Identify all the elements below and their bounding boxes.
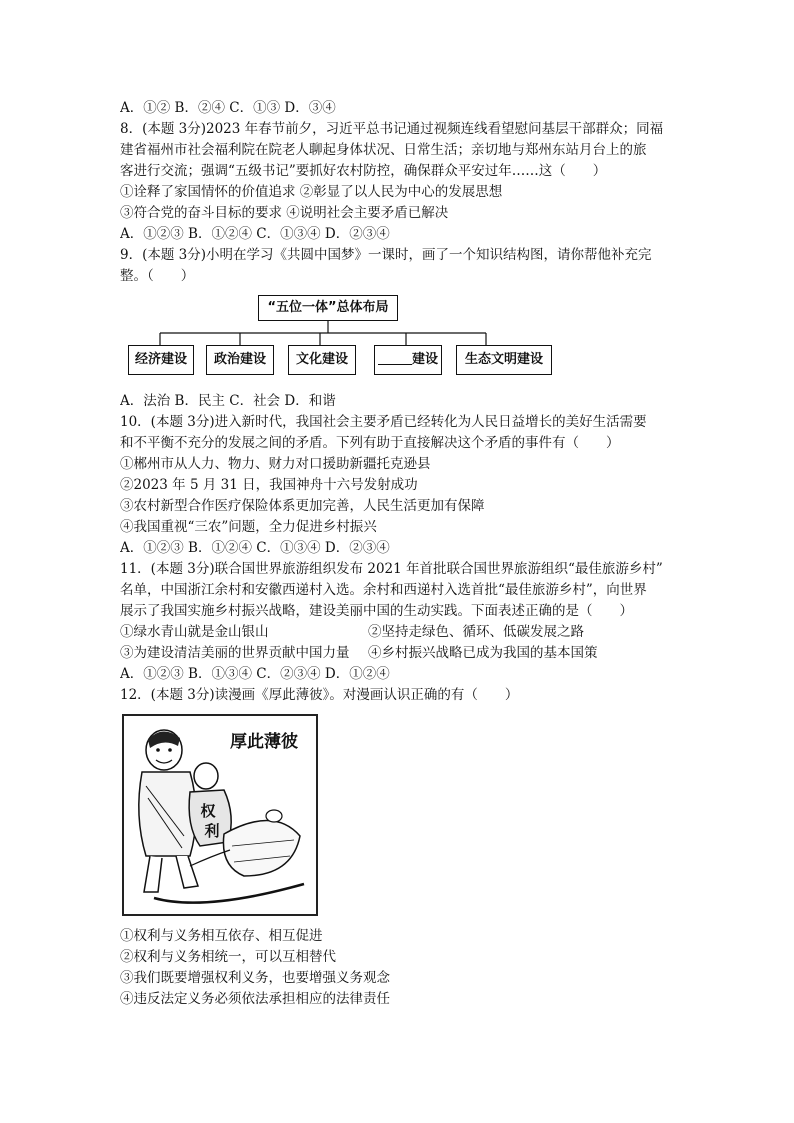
exam-page: [120, 98, 680, 1010]
q12-item: ②权利与义务相统一，可以互相替代: [120, 949, 336, 965]
q8-stem-line: 客进行交流；强调“五级书记”要抓好农村防控，确保群众平安过年……这（ ）: [120, 163, 607, 179]
q12-item: ①权利与义务相互依存、相互促进: [120, 928, 323, 944]
q11-options: A．①②③ B．①③④ C．②③④ D．①②④: [120, 666, 390, 682]
q11-item: ①绿水青山就是金山银山: [120, 624, 269, 640]
q11-stem-line: 展示了我国实施乡村振兴战略，建设美丽中国的生动实践。下面表述正确的是（ ）: [120, 603, 633, 619]
q9-stem-line: 整。（ ）: [120, 268, 195, 284]
q8-stem-line: 8．(本题 3分)2023 年春节前夕，习近平总书记通过视频连线看望慰问基层干部群众；同福: [120, 121, 664, 137]
q12-stem: 12．(本题 3分)读漫画《厚此薄彼》。对漫画认识正确的有（ ）: [120, 687, 519, 703]
q11-item: ③为建设清洁美丽的世界贡献中国力量: [120, 645, 350, 661]
q11-item: ②坚持走绿色、循环、低碳发展之路: [368, 624, 584, 640]
diagram-box-ecology: 生态文明建设: [456, 345, 552, 375]
svg-text:厚此薄彼: 厚此薄彼: [230, 732, 298, 752]
knowledge-structure-diagram: [120, 293, 680, 383]
diagram-box-blank-label: 建设: [411, 352, 438, 367]
q10-options: A．①②③ B．①②④ C．①③④ D．②③④: [120, 540, 390, 556]
blank-underline: [378, 350, 412, 365]
question-11: [120, 559, 680, 685]
svg-text:利: 利: [204, 822, 220, 840]
q10-stem-line: 和不平衡不充分的发展之间的矛盾。下列有助于直接解决这个矛盾的事件有（ ）: [120, 435, 620, 451]
q9-stem-line: 9．(本题 3分)小明在学习《共圆中国梦》一课时，画了一个知识结构图，请你帮他补充完: [120, 247, 652, 263]
q12-item: ④违反法定义务必须依法承担相应的法律责任: [120, 991, 390, 1007]
question-12: [120, 685, 680, 1010]
cartoon-image: [122, 714, 318, 916]
q8-options: A．①②③ B．①②④ C．①③④ D．②③④: [120, 226, 390, 242]
q11-items-row: [120, 643, 680, 664]
q9-options: A．法治 B．民主 C．社会 D．和谐: [120, 393, 336, 409]
q8-item: ①诠释了家国情怀的价值追求 ②彰显了以人民为中心的发展思想: [120, 184, 503, 200]
q7-options: A．①② B．②④ C．①③ D．③④: [120, 100, 336, 116]
question-9: [120, 245, 680, 412]
q11-item: ④乡村振兴战略已成为我国的基本国策: [368, 645, 598, 661]
q10-item: ③农村新型合作医疗保险体系更加完善，人民生活更加有保障: [120, 498, 485, 514]
diagram-box-politics: 政治建设: [206, 345, 274, 375]
q12-item: ③我们既要增强权利义务，也要增强义务观念: [120, 970, 390, 986]
q10-item: ④我国重视“三农”问题，全力促进乡村振兴: [120, 519, 377, 535]
svg-text:权: 权: [200, 802, 216, 820]
q8-item: ③符合党的奋斗目标的要求 ④说明社会主要矛盾已解决: [120, 205, 449, 221]
q11-items-row: [120, 622, 680, 643]
diagram-box-economy: 经济建设: [128, 345, 194, 375]
q10-item: ①郴州市从人力、物力、财力对口援助新疆托克逊县: [120, 456, 431, 472]
diagram-box-blank: [374, 345, 442, 375]
diagram-root-box: “五位一体”总体布局: [258, 295, 398, 321]
q10-stem-line: 10．(本题 3分)进入新时代，我国社会主要矛盾已经转化为人民日益增长的美好生活需要: [120, 414, 647, 430]
question-10: [120, 412, 680, 559]
q11-stem-line: 11．(本题 3分)联合国世界旅游组织发布 2021 年首批联合国世界旅游组织“最佳旅游乡村”: [120, 561, 663, 577]
cartoon-illustration: [124, 716, 316, 914]
q11-stem-line: 名单，中国浙江余村和安徽西递村入选。余村和西递村入选首批“最佳旅游乡村”，向世界: [120, 582, 647, 598]
question-8: [120, 119, 680, 245]
q8-stem-line: 建省福州市社会福利院在院老人聊起身体状况、日常生活；亲切地与郑州东站月台上的旅: [120, 142, 647, 158]
q10-item: ②2023 年 5 月 31 日，我国神舟十六号发射成功: [120, 477, 418, 493]
diagram-box-culture: 文化建设: [288, 345, 356, 375]
